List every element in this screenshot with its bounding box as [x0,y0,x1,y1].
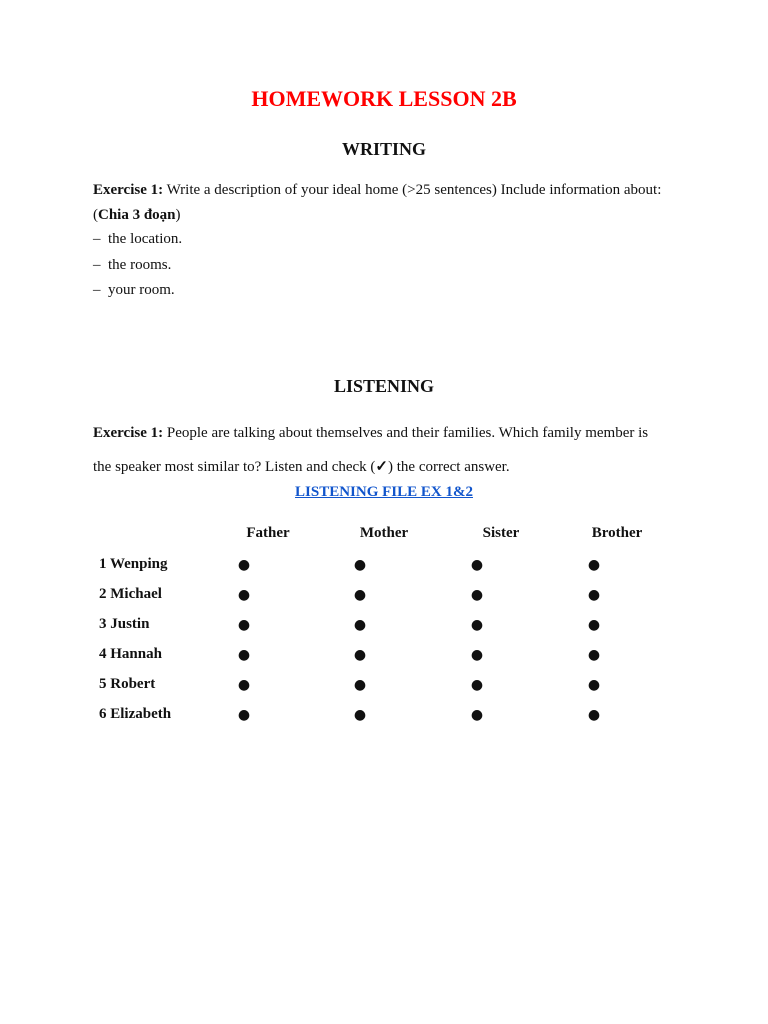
listening-exercise-text-1: People are talking about themselves and their families. Which family member is [163,425,649,441]
answer-option-mother[interactable]: ● [353,617,367,633]
table-row-label: 6 Elizabeth [99,706,172,722]
answer-option-mother[interactable]: ● [353,647,367,663]
listening-exercise-text-2: the speaker most similar to? Listen and check ( [93,459,376,475]
table-row-label: 4 Hannah [99,646,162,662]
answer-option-sister[interactable]: ● [470,677,484,693]
writing-exercise-close: ) [175,207,181,223]
answer-option-father[interactable]: ● [237,707,251,723]
answer-option-brother[interactable]: ● [587,707,601,723]
writing-exercise-1 [93,178,683,228]
answer-option-father[interactable]: ● [237,647,251,663]
answer-option-sister[interactable]: ● [470,557,484,573]
answer-option-mother[interactable]: ● [353,557,367,573]
check-mark-icon: ✓ [375,459,388,475]
answer-option-mother[interactable]: ● [353,707,367,723]
writing-bullet-list [93,230,182,307]
answer-option-sister[interactable]: ● [470,587,484,603]
table-row-label: 5 Robert [99,676,156,692]
writing-exercise-text: Write a description of your ideal home (>25 sentences) Include information about: ( [93,182,662,223]
answer-option-mother[interactable]: ● [353,677,367,693]
list-item [93,256,182,282]
answer-option-father[interactable]: ● [237,557,251,573]
answer-option-brother[interactable]: ● [587,587,601,603]
list-item [93,281,182,307]
answer-option-brother[interactable]: ● [587,617,601,633]
bullet-text: the rooms. [108,256,172,273]
page-title: HOMEWORK LESSON 2B [251,86,517,111]
listening-file-link[interactable]: LISTENING FILE EX 1&2 [295,484,473,500]
list-item [93,230,182,256]
answer-option-brother[interactable]: ● [587,647,601,663]
bullet-text: your room. [108,282,175,298]
answer-option-sister[interactable]: ● [470,647,484,663]
answer-option-father[interactable]: ● [237,587,251,603]
bullet-dash: – [93,256,101,273]
listening-heading: LISTENING [333,376,435,396]
table-row-label: 2 Michael [99,586,162,602]
answer-option-brother[interactable]: ● [587,557,601,573]
table-row-label: 3 Justin [99,616,150,632]
writing-heading: WRITING [341,139,426,159]
column-header-father: Father [246,525,290,541]
writing-exercise-note: Chia 3 đoạn [98,207,176,223]
column-header-sister: Sister [482,525,520,541]
listening-exercise-text-3: ) the correct answer. [388,459,510,475]
answer-option-brother[interactable]: ● [587,677,601,693]
writing-exercise-label: Exercise 1: [93,182,164,198]
answer-option-sister[interactable]: ● [470,617,484,633]
bullet-dash: – [93,231,101,247]
bullet-text: the location. [108,231,183,247]
answer-option-father[interactable]: ● [237,617,251,633]
listening-exercise-1 [93,416,683,484]
answer-option-father[interactable]: ● [237,677,251,693]
listening-exercise-label: Exercise 1: [93,425,164,441]
column-header-mother: Mother [359,525,409,541]
bullet-dash: – [93,282,101,298]
answer-option-sister[interactable]: ● [470,707,484,723]
column-header-brother: Brother [591,525,643,541]
table-row-label: 1 Wenping [99,556,168,572]
answer-option-mother[interactable]: ● [353,587,367,603]
